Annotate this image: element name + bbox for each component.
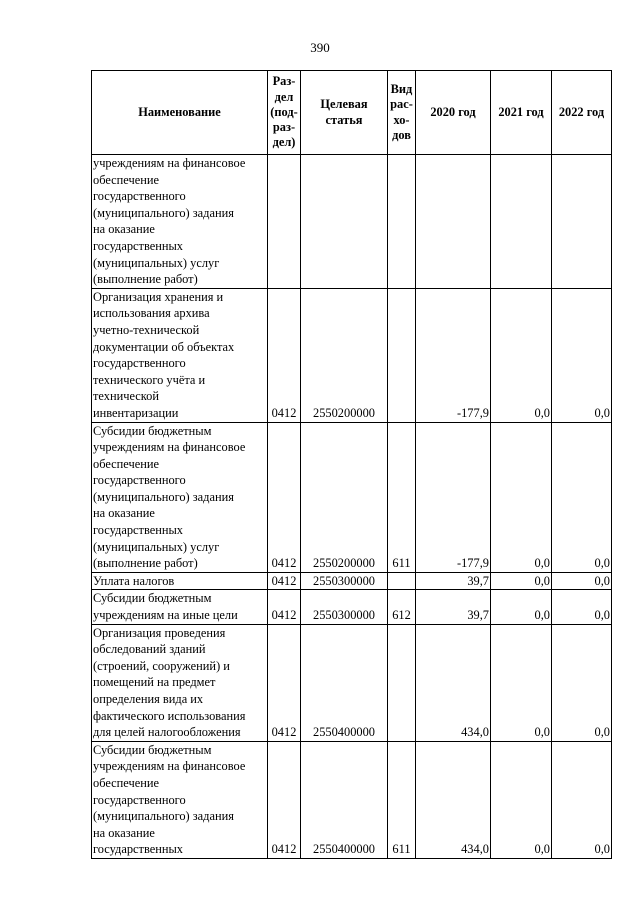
row-kind — [388, 288, 416, 422]
row-name: учреждениям на финансовое обеспечение государственного (муниципального) задания на оказание государственных (муниципальных) услуг (выполнение работ) — [92, 155, 268, 289]
row-section: 0412 — [268, 741, 301, 858]
row-2020: 434,0 — [416, 741, 491, 858]
header-section: Раз- дел (под- раз- дел) — [268, 71, 301, 155]
row-2022: 0,0 — [552, 572, 612, 590]
row-section: 0412 — [268, 572, 301, 590]
row-2022: 0,0 — [552, 288, 612, 422]
table-row — [92, 741, 612, 858]
row-target — [301, 155, 388, 289]
table-row — [92, 572, 612, 590]
row-kind: 611 — [388, 741, 416, 858]
row-2021 — [491, 155, 552, 289]
table-row — [92, 590, 612, 624]
row-2021: 0,0 — [491, 590, 552, 624]
table-row — [92, 155, 612, 289]
table-header-row — [92, 71, 612, 155]
row-name: Субсидии бюджетным учреждениям на финансовое обеспечение государственного (муниципального) задания на оказание государственных (муниципальных) услуг (выполнение работ) — [92, 422, 268, 572]
row-target: 2550300000 — [301, 572, 388, 590]
row-name: Субсидии бюджетным учреждениям на финансовое обеспечение государственного (муниципального) задания на оказание государственных — [92, 741, 268, 858]
header-target: Целевая статья — [301, 71, 388, 155]
row-2020 — [416, 155, 491, 289]
row-kind: 611 — [388, 422, 416, 572]
row-kind: 612 — [388, 590, 416, 624]
row-section: 0412 — [268, 288, 301, 422]
row-2020: -177,9 — [416, 288, 491, 422]
row-target: 2550400000 — [301, 741, 388, 858]
row-2020: 39,7 — [416, 590, 491, 624]
row-2022: 0,0 — [552, 624, 612, 741]
row-name: Организация проведения обследований зданий (строений, сооружений) и помещений на предмет определения вида их фактического использования для целей налогообложения — [92, 624, 268, 741]
row-name: Уплата налогов — [92, 572, 268, 590]
row-name: Субсидии бюджетным учреждениям на иные цели — [92, 590, 268, 624]
row-2021: 0,0 — [491, 422, 552, 572]
header-2022: 2022 год — [552, 71, 612, 155]
table-row — [92, 288, 612, 422]
row-name: Организация хранения и использования архива учетно-технической документации об объектах государственного технического учёта и технической инвентаризации — [92, 288, 268, 422]
row-kind — [388, 155, 416, 289]
row-section: 0412 — [268, 422, 301, 572]
row-2020: -177,9 — [416, 422, 491, 572]
header-2020: 2020 год — [416, 71, 491, 155]
row-target: 2550200000 — [301, 288, 388, 422]
row-2021: 0,0 — [491, 741, 552, 858]
row-2021: 0,0 — [491, 572, 552, 590]
header-2021: 2021 год — [491, 71, 552, 155]
table-row — [92, 624, 612, 741]
header-name: Наименование — [92, 71, 268, 155]
row-section: 0412 — [268, 624, 301, 741]
row-target: 2550200000 — [301, 422, 388, 572]
header-kind: Вид рас- хо- дов — [388, 71, 416, 155]
row-kind — [388, 572, 416, 590]
budget-table — [91, 70, 612, 859]
page-number: 390 — [310, 40, 330, 55]
table-row — [92, 422, 612, 572]
row-2021: 0,0 — [491, 288, 552, 422]
row-2020: 39,7 — [416, 572, 491, 590]
row-target: 2550400000 — [301, 624, 388, 741]
row-target: 2550300000 — [301, 590, 388, 624]
row-2022: 0,0 — [552, 422, 612, 572]
row-section: 0412 — [268, 590, 301, 624]
row-2022: 0,0 — [552, 741, 612, 858]
row-2022: 0,0 — [552, 590, 612, 624]
row-2022 — [552, 155, 612, 289]
row-2020: 434,0 — [416, 624, 491, 741]
row-section — [268, 155, 301, 289]
row-kind — [388, 624, 416, 741]
row-2021: 0,0 — [491, 624, 552, 741]
